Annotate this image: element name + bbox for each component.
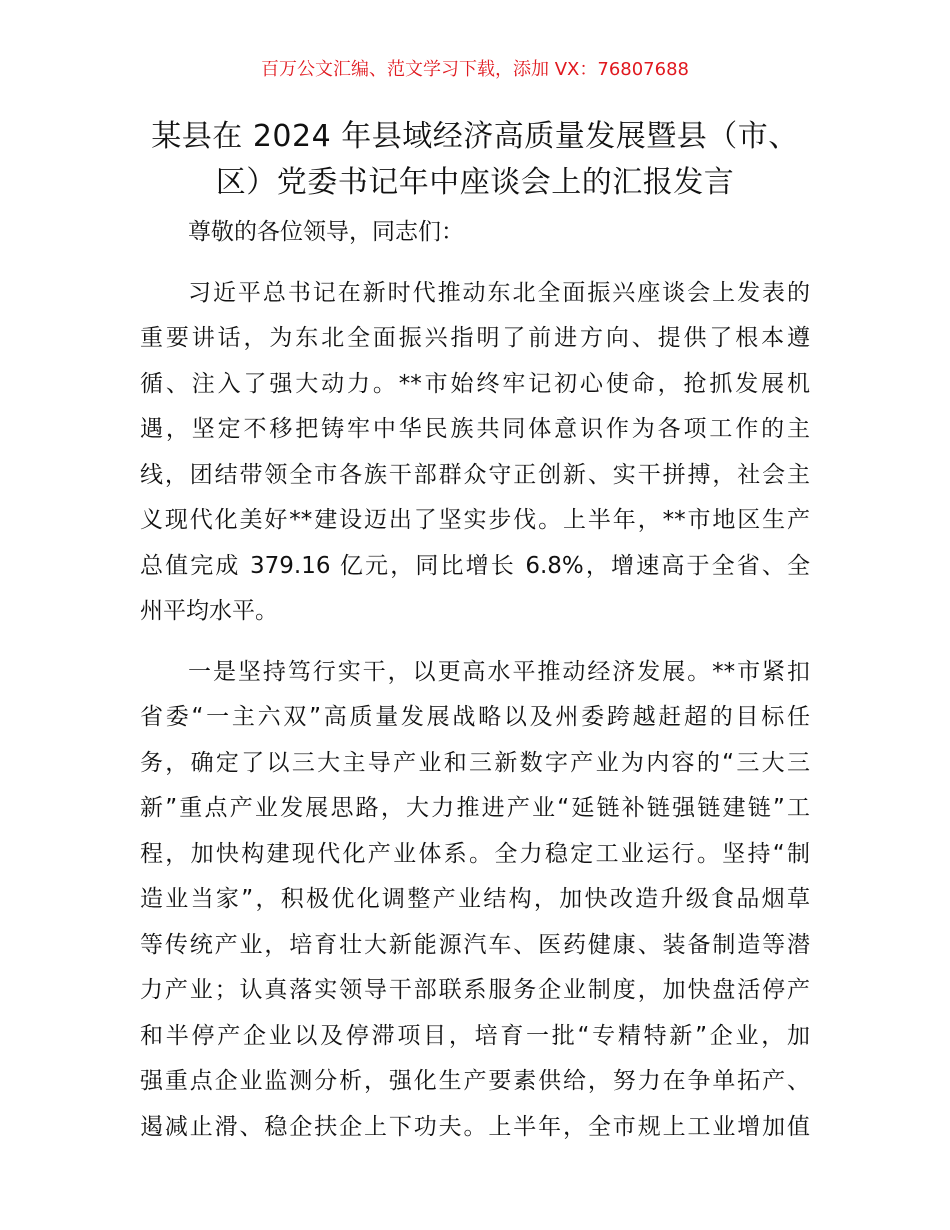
paragraph-line: 遏减止滑、稳企扶企上下功夫。上半年，全市规上工业增加值 (140, 1113, 810, 1140)
paragraph-line: 省委“一主六双”高质量发展战略以及州委跨越赶超的目标任 (140, 704, 810, 730)
paragraph-line: 造业当家”，积极优化调整产业结构，加快改造升级食品烟草 (140, 886, 810, 912)
document-title (140, 114, 810, 206)
paragraph-line: 一是坚持笃行实干，以更高水平推动经济发展。**市紧扣 (188, 658, 810, 685)
paragraph-line: 程，加快构建现代化产业体系。全力稳定工业运行。坚持“制 (140, 840, 810, 867)
salutation: 尊敬的各位领导，同志们： (188, 219, 464, 245)
paragraph-2 (140, 650, 810, 1151)
paragraph-line: 循、注入了强大动力。**市始终牢记初心使命，抢抓发展机 (140, 370, 810, 397)
document-body (140, 210, 810, 1150)
paragraph-1 (140, 271, 810, 635)
paragraph-line: 线，团结带领全市各族干部群众守正创新、实干拼搏，社会主 (140, 461, 810, 488)
paragraph-line: 新”重点产业发展思路，大力推进产业“延链补链强链建链”工 (140, 795, 810, 821)
title-line: 区）党委书记年中座谈会上的汇报发言 (215, 165, 735, 200)
paragraph-line: 务，确定了以三大主导产业和三新数字产业为内容的“三大三 (140, 749, 810, 776)
paragraph-line: 州平均水平。 (140, 598, 278, 624)
paragraph-line: 强重点企业监测分析，强化生产要素供给，努力在争单拓产、 (140, 1068, 810, 1094)
paragraph-line: 和半停产企业以及停滞项目，培育一批“专精特新”企业，加 (140, 1022, 810, 1049)
header-watermark-text: 百万公文汇编、范文学习下载，添加 VX：76807688 (261, 59, 689, 80)
paragraph-line: 重要讲话，为东北全面振兴指明了前进方向、提供了根本遵 (140, 325, 810, 351)
paragraph-line: 总值完成 379.16 亿元，同比增长 6.8%，增速高于全省、全 (140, 552, 810, 579)
paragraph-line: 习近平总书记在新时代推动东北全面振兴座谈会上发表的 (188, 279, 810, 306)
paragraph-line: 义现代化美好**建设迈出了坚实步伐。上半年，**市地区生产 (140, 507, 810, 533)
title-line: 某县在 2024 年县域经济高质量发展暨县（市、 (151, 119, 799, 154)
paragraph-line: 力产业；认真落实领导干部联系服务企业制度，加快盘活停产 (140, 977, 810, 1003)
paragraph-line: 等传统产业，培育壮大新能源汽车、医药健康、装备制造等潜 (140, 931, 810, 958)
paragraph-line: 遇，坚定不移把铸牢中华民族共同体意识作为各项工作的主 (140, 416, 810, 442)
